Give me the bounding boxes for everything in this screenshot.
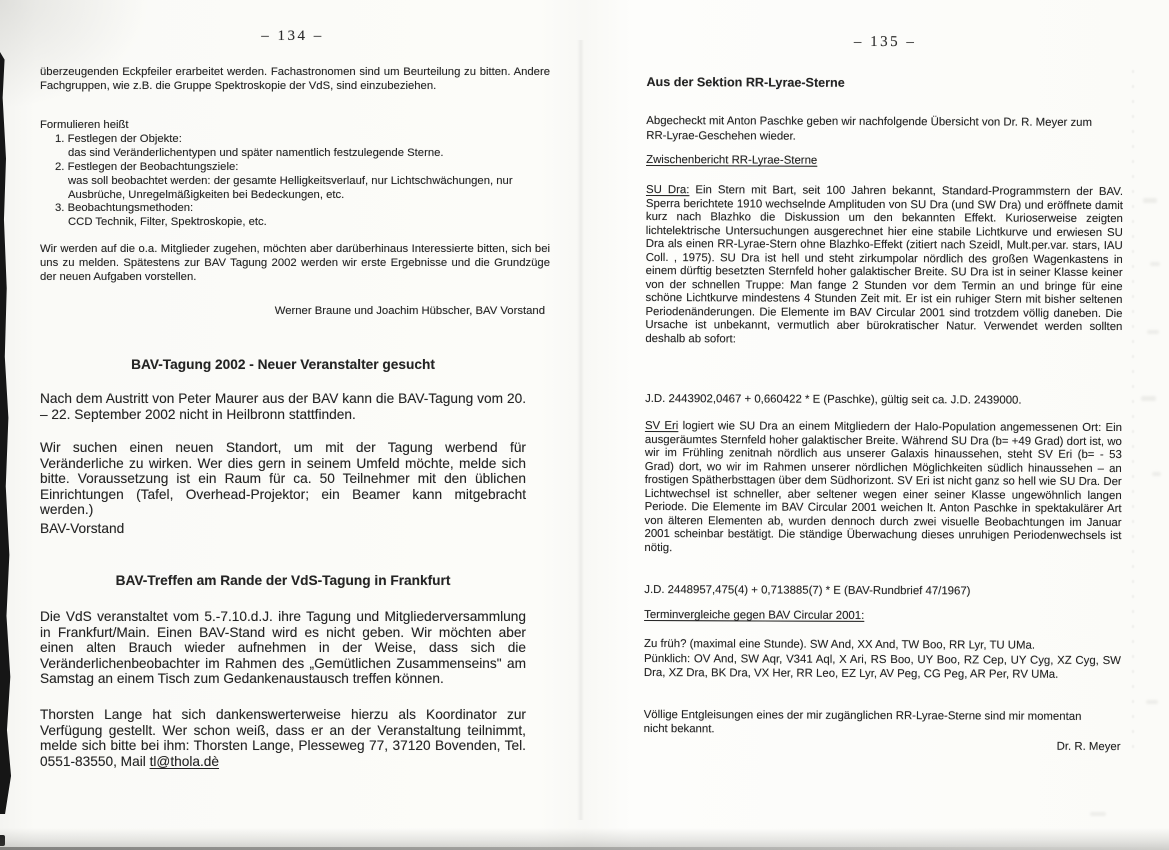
paragraph-continuation: überzeugenden Eckpfeiler erarbeitet werden. Fachastronomen sind um Beurteilung zu bitten. Andere Fachgruppen, wie z.B. die Gruppe Spektroskopie der VdS, sind einzubeziehen. <box>40 66 550 92</box>
sv-eri-text: logiert wie SU Dra an einem Mitgliedern der Halo-Population angemessenen Ort: Ein ausgeräumtes Sternfeld hoher galaktischer Breite. Während SU Dra (b= +49 Grad) dort ist, wo wir im Frühling zenitnah nördlich aus unserer Galaxis hinaussehen, steht SV Eri (b= - 53 Grad) dort, wo wir im Rahmen unserer nördlichen Möglichkeiten südlich hinaussehen – an frostigen Spätherbsttagen über dem Südhorizont. SV Eri ist nicht ganz so hell wie SU Dra. Der Lichtwechsel ist schneller, aber seltener wegen einer seiner Klasse ungewöhnlich langen Periode. Die Elemente im BAV Circular 2001 weichen lt. Anton Paschke in spektakulärer Art von älteren Elementen ab, wurden dennoch durch zwei visuelle Beobachtungen im Januar 2001 scheinbar bestätigt. Die ständige Überwachung dieses unruhigen Periodenwechsels ist nötig. <box>644 420 1123 554</box>
signature-vorstand: Werner Braune und Joachim Hübscher, BAV Vorstand <box>274 305 545 317</box>
subheading-terminvergleiche: Terminvergleiche gegen BAV Circular 2001: <box>644 608 865 622</box>
list-detail: das sind Veränderlichentypen und später namentlich festzulegende Sterne. <box>68 146 444 159</box>
sv-eri-lead: SV Eri <box>644 419 679 433</box>
page-number-right: – 135 – <box>853 33 917 51</box>
heading-sektion-rr-lyrae: Aus der Sektion RR-Lyrae-Sterne <box>646 74 845 90</box>
list-number: 1. <box>55 132 65 145</box>
list-title: Beobachtungsmethoden: <box>67 202 194 215</box>
line-zu-frueh: Zu früh? (maximal eine Stunde). SW And, XX And, TW Boo, RR Lyr, TU UMa. <box>643 637 1036 652</box>
paragraph-standort: Wir suchen einen neuen Standort, um mit der Tagung werbend für Veränderliche zu wirken. Wer dies gern in seinem Umfeld möchte, melde sich bitte. Voraussetzung ist ein Raum für ca. 50 Teilnehmer mit den üblichen Einrichtungen (Tafel, Overhead-Projektor; ein Beamer kann mitgebracht werden.) <box>40 440 526 518</box>
paragraph-vds-tagung: Die VdS veranstaltet vom 5.-7.10.d.J. ihre Tagung und Mitgliederversammlung in Frankfurt/Main. Einen BAV-Stand wird es nicht geben. Wir möchten aber einen alten Brauch wieder aufnehmen in der Weise, dass sich die Veränderlichenbeobachter im Rahmen des „Gemütlichen Zusammenseins" am Samstag an einem Tisch zum Gedankenaustausch treffen können. <box>40 609 526 687</box>
signature-meyer: Dr. R. Meyer <box>1056 740 1121 754</box>
paragraph-intro: Abgecheckt mit Anton Paschke geben wir nachfolgende Übersicht von Dr. R. Meyer zum RR-Lyrae-Geschehen wieder. <box>646 114 1093 143</box>
page-number-left: – 134 – <box>261 28 324 44</box>
heading-bav-treffen: BAV-Treffen am Rande der VdS-Tagung in Frankfurt <box>115 573 451 588</box>
paragraph-su-dra <box>645 184 1123 348</box>
list-detail: was soll beobachtet werden: der gesamte Helligkeitsverlauf, nur Lichtschwächungen, nur Ausbrüche, Unregelmäßigkeiten bei Bedeckungen, etc. <box>68 174 513 201</box>
formulieren-label: Formulieren heißt <box>40 119 129 131</box>
list-title: Festlegen der Beobachtungsziele: <box>67 160 239 173</box>
paragraph-austritt: Nach dem Austritt von Peter Maurer aus der BAV kann die BAV-Tagung vom 20. – 22. September 2002 nicht in Heilbronn stattfinden. <box>40 391 526 422</box>
subheading-zwischenbericht: Zwischenbericht RR-Lyrae-Sterne <box>646 153 818 167</box>
elements-jd-sv-eri: J.D. 2448957,475(4) + 0,713885(7) * E (BAV-Rundbrief 47/1967) <box>644 583 971 598</box>
list-detail: CCD Technik, Filter, Spektroskopie, etc. <box>68 216 267 229</box>
heading-bav-tagung: BAV-Tagung 2002 - Neuer Veranstalter gesucht <box>131 357 435 372</box>
list-number: 2. <box>55 160 65 173</box>
paragraph-sv-eri <box>644 420 1122 557</box>
su-dra-lead: SU Dra: <box>645 183 690 197</box>
elements-jd-su-dra: J.D. 2443902,0467 + 0,660422 * E (Paschke), gültig seit ca. J.D. 2439000. <box>645 392 1022 407</box>
paragraph-entgleisungen: Völlige Entgleisungen eines der mir zugänglichen RR-Lyrae-Sterne sind mir momentan nicht bekannt. <box>643 708 1082 735</box>
list-title: Festlegen der Objekte: <box>67 132 182 145</box>
list-number: 3. <box>55 202 65 215</box>
email-text: tl@thola.dè <box>149 753 220 769</box>
paragraph-puenktlich: Pünklich: OV And, SW Aqr, V341 Aql, X Ari, RS Boo, UY Boo, RZ Cep, UY Cyg, XZ Cyg, SW Dra, XZ Dra, BK Dra, VX Her, RR Leo, EZ Lyr, AV Peg, CG Peg, AR Per, RV UMa. <box>643 652 1121 681</box>
koordinator-text: Thorsten Lange hat sich dankenswerterweise hierzu als Koordinator zur Verfügung gestellt. Wer schon weiß, dass er an der Veranstaltung teilnimmt, melde sich bitte bei ihm: Thorsten Lange, Plesseweg 77, 37120 Bovenden, Tel. 0551-83550, Mail <box>40 707 526 769</box>
su-dra-text: Ein Stern mit Bart, seit 100 Jahren bekannt, Standard-Programmstern der BAV. Sperra berichtete 1910 wechselnde Amplituden von SU Dra (und SW Dra) und eröffnete damit kurz nach Blazhko die Diskussion um den bekannten Effekt. Kurioserweise zeigten lichtelektrische Untersuchungen ausgerechnet hier eine stabile Lichtkurve und erwiesen SU Dra als einen RR-Lyrae-Stern ohne Blazhko-Effekt (zitiert nach Szeidl, Mult.per.var. stars, IAU Coll. , 1975). SU Dra ist hell und steht zirkumpolar nördlich des großen Wagenkastens in einem dürftig besetzten Sternfeld hoher galaktischer Breite. SU Dra ist in seiner Klasse keiner von der schnellen Truppe: Man fange 2 Stunden vor dem Termin an und bringe für eine schöne Lichtkurve mindestens 4 Stunden Zeit mit. Er ist ein ruhiger Stern mit bisher seltenen Periodenänderungen. Die Elemente im BAV Circular 2001 sind trotzdem völlig daneben. Die Ursache ist unbekannt, vermutlich aber bürokratischer Natur. Verwendet werden sollten deshalb ab sofort: <box>645 184 1124 345</box>
label-bav-vorstand: BAV-Vorstand <box>40 521 125 536</box>
paragraph-mitglieder: Wir werden auf die o.a. Mitglieder zugehen, möchten aber darüberhinaus Interessierte bitten, sich bei uns zu melden. Spätestens zur BAV Tagung 2002 werden wir erste Ergebnisse und die Grundzüge der neuen Aufgaben vorstellen. <box>40 243 550 283</box>
